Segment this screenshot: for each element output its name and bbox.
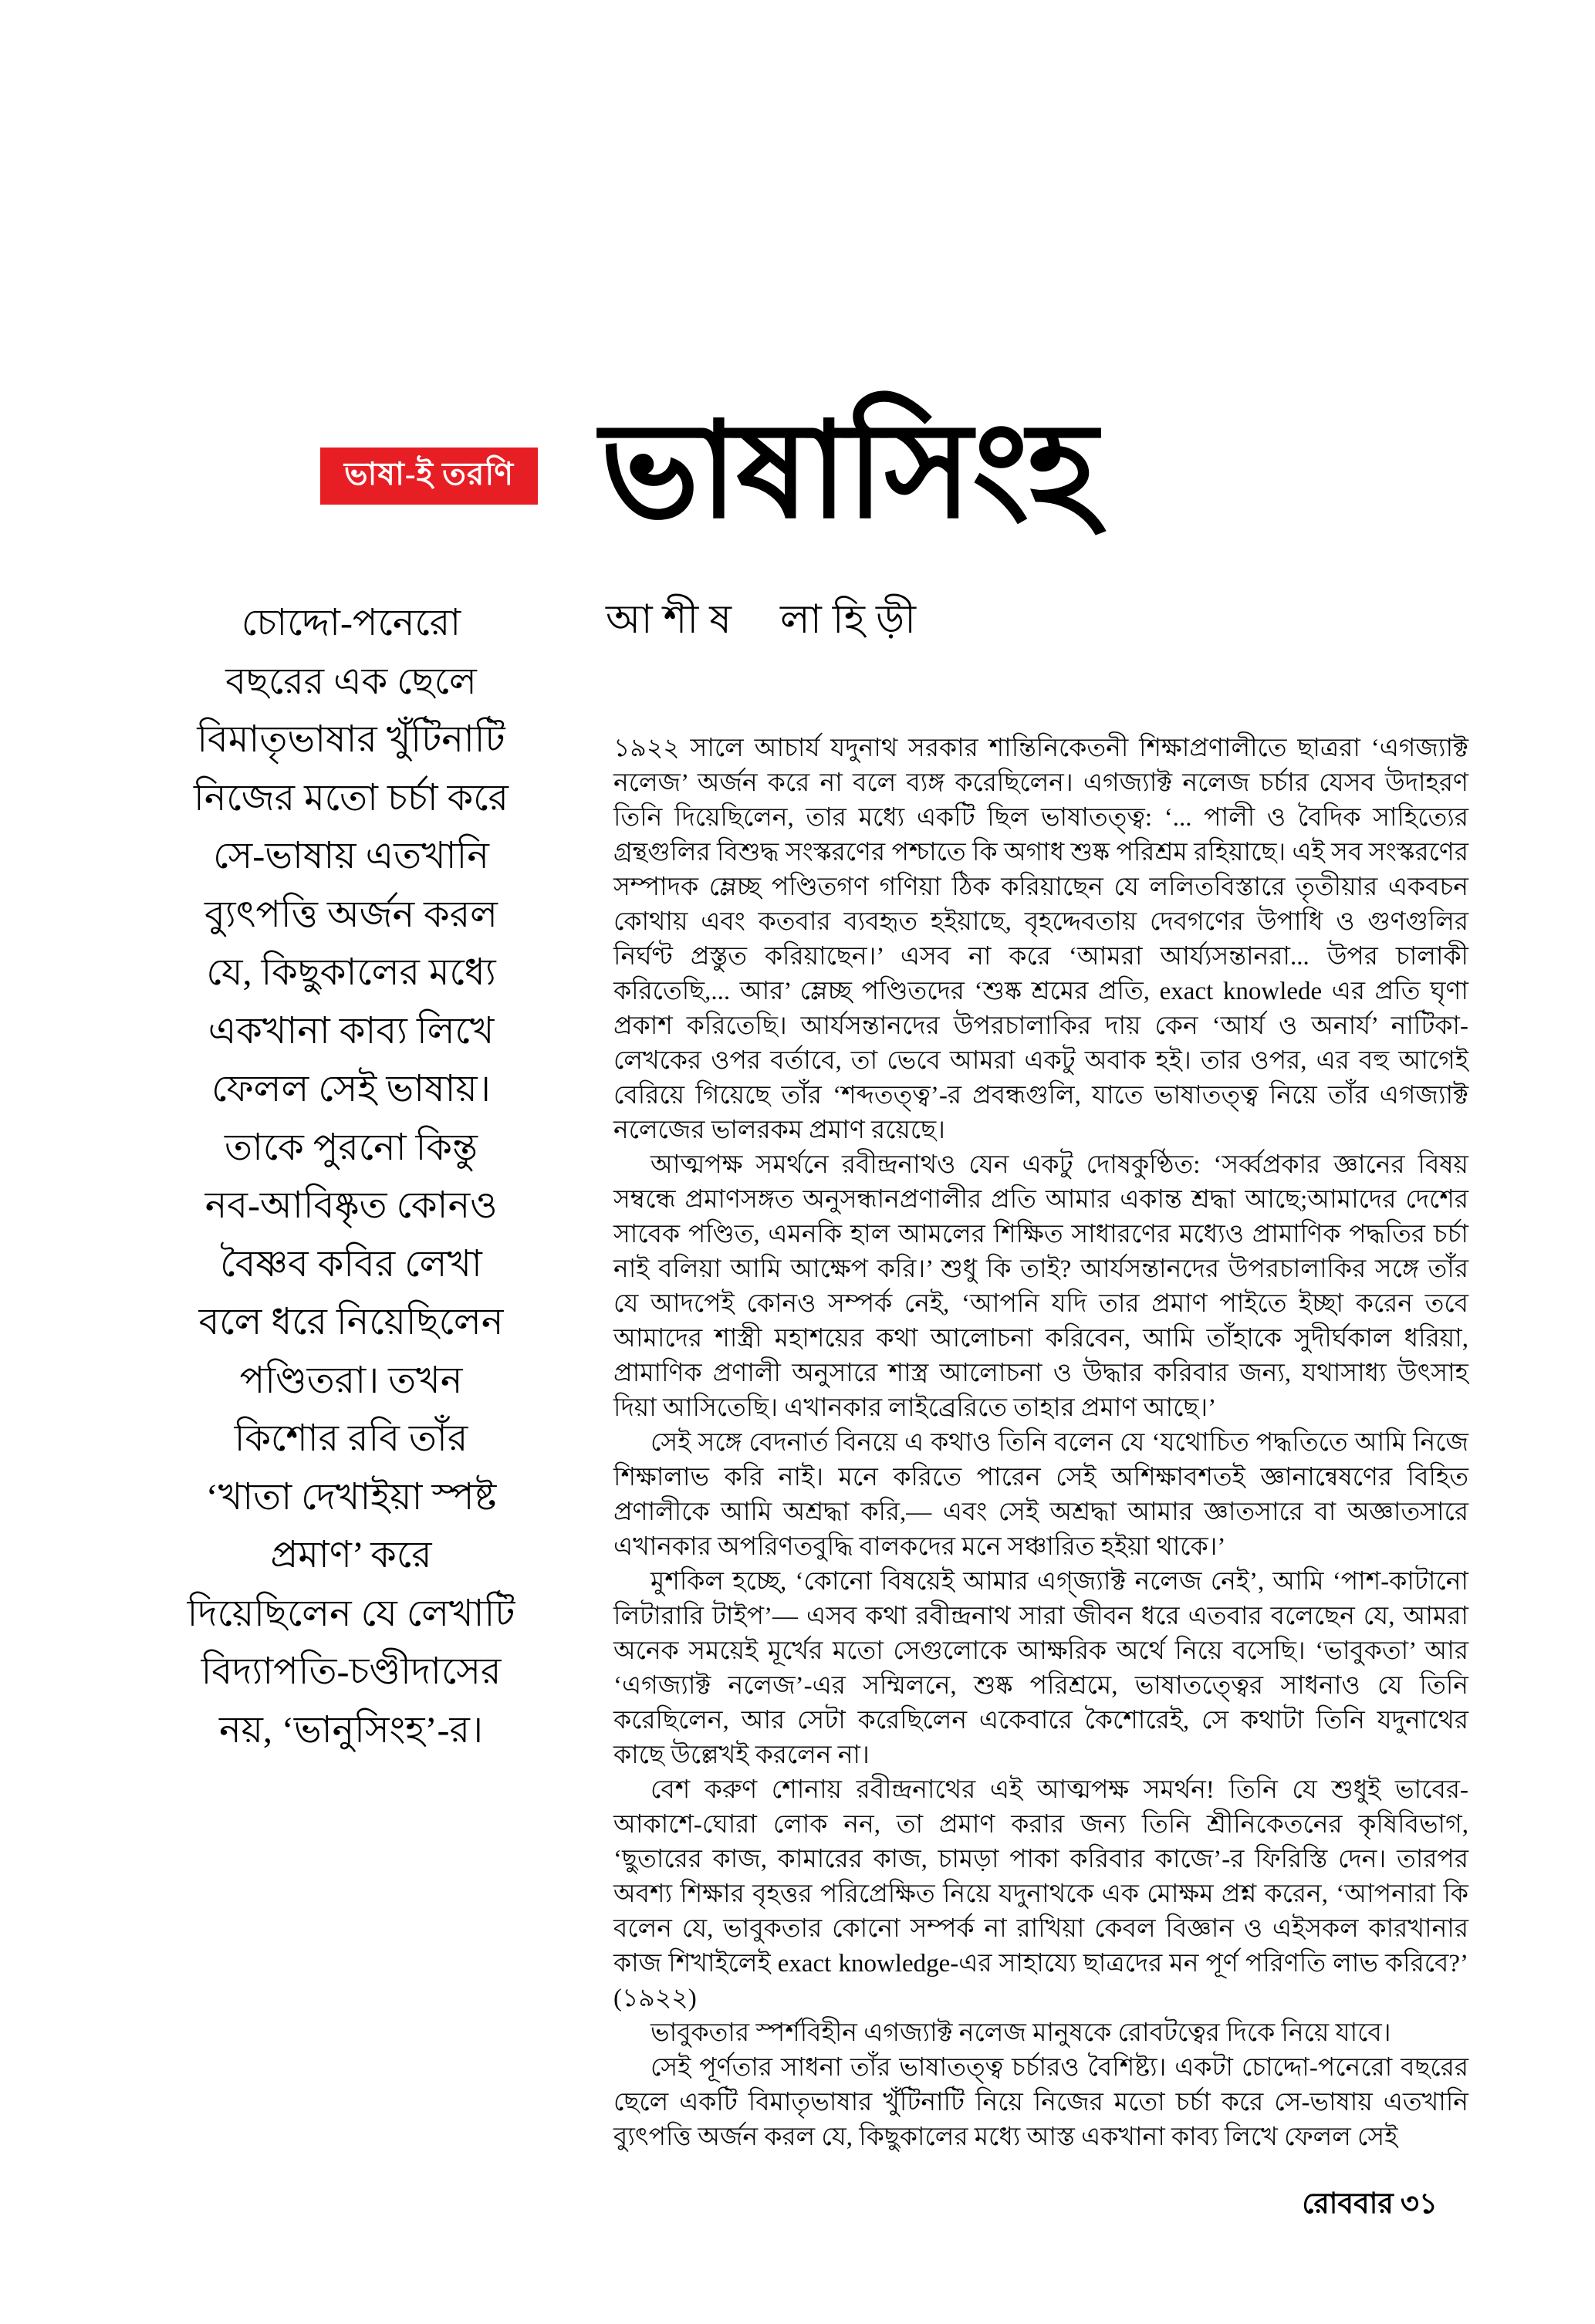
pull-quote-line: তাকে পুরনো কিন্তু <box>224 1127 478 1168</box>
body-paragraph: মুশকিল হচ্ছে, ‘কোনো বিষয়েই আমার এগ্জ্যাক্ট নলেজ নেই’, আমি ‘পাশ-কাটানো লিটারারি টাইপ’— এসব কথা রবীন্দ্রনাথ সারা জীবন ধরে এতবার বলেছেন যে, আমরা অনেক সময়েই মূর্খের মতো সেগুলোকে আক্ষরিক অর্থে নিয়ে বসেছি। ‘ভাবুকতা’ আর ‘এগজ্যাক্ট নলেজ’-এর সম্মিলনে, শুষ্ক পরিশ্রমে, ভাষাতত্ত্বের সাধনাও যে তিনি করেছিলেন, আর সেটা করেছিলেন একেবারে কৈশোরেই, সে কথাটা তিনি যদুনাথের কাছে উল্লেখই করলেন না। <box>613 1568 1468 1769</box>
pull-quote-line: সে-ভাষায় এতখানি <box>213 836 489 877</box>
body-paragraph: সেই সঙ্গে বেদনার্ত বিনয়ে এ কথাও তিনি বলেন যে ‘যথোচিত পদ্ধতিতে আমি নিজে শিক্ষালাভ করি নাই। মনে করিতে পারেন সেই অশিক্ষাবশতই জ্ঞানান্বেষণের বিহিত প্রণালীকে আমি অশ্রদ্ধা করি,— এবং সেই অশ্রদ্ধা আমার জ্ঞাতসারে বা অজ্ঞাতসারে এখানকার অপরিণতবুদ্ধি বালকদের মনে সঞ্চারিত হইয়া থাকে।’ <box>613 1429 1468 1561</box>
pull-quote-line: ফেলল সেই ভাষায়। <box>211 1069 491 1110</box>
body-paragraph: ভাবুকতার স্পর্শবিহীন এগজ্যাক্ট নলেজ মানুষকে রোবটত্বের দিকে নিয়ে যাবে। <box>651 2019 1391 2047</box>
pull-quote-line: বিমাতৃভাষার খুঁটিনাটি <box>197 719 505 760</box>
body-paragraph: ১৯২২ সালে আচার্য যদুনাথ সরকার শান্তিনিকেতনী শিক্ষাপ্রণালীতে ছাত্ররা ‘এগজ্যাক্ট নলেজ’ অর্জন করে না বলে ব্যঙ্গ করেছিলেন। এগজ্যাক্ট নলেজ চর্চার যেসব উদাহরণ তিনি দিয়েছিলেন, তার মধ্যে একটি ছিল ভাষাতত্ত্ব: ‘... পালী ও বৈদিক সাহিত্যের গ্রন্থগুলির বিশুদ্ধ সংস্করণের পশ্চাতে কি অগাধ শুষ্ক পরিশ্রম রহিয়াছে। এই সব সংস্করণের সম্পাদক ম্লেচ্ছ পণ্ডিতগণ গণিয়া ঠিক করিয়াছেন যে ললিতবিস্তারে তৃতীয়ার একবচন কোথায় এবং কতবার ব্যবহৃত হইয়াছে, বৃহদ্দেবতায় দেবগণের উপাধি ও গুণগুলির নির্ঘণ্ট প্রস্তুত করিয়াছেন।’ এসব না করে ‘আমরা আর্য্যসন্তানরা... উপর চালাকী করিতেছি,... আর’ ম্লেচ্ছ পণ্ডিতদের ‘শুষ্ক শ্রমের প্রতি, exact knowlede এর প্রতি ঘৃণা প্রকাশ করিতেছি। আর্যসন্তানদের উপরচালাকির দায় কেন ‘আর্য ও অনার্য’ নাটিকা-লেখকের ওপর বর্তাবে, তা ভেবে আমরা একটু অবাক হই। তার ওপর, এর বহু আগেই বেরিয়ে গিয়েছে তাঁর ‘শব্দতত্ত্ব’-র প্রবন্ধগুলি, যাতে ভাষাতত্ত্ব নিয়ে তাঁর এগজ্যাক্ট নলেজের ভালরকম প্রমাণ রয়েছে। <box>613 735 1468 1144</box>
pull-quote-column <box>135 594 567 1759</box>
section-kicker-badge: ভাষা-ই তরণি <box>320 448 538 505</box>
pull-quote-line: ‘খাতা দেখাইয়া স্পষ্ট <box>205 1476 497 1518</box>
pull-quote-line: নব-আবিষ্কৃত কোনও <box>204 1185 498 1226</box>
pull-quote-line: বলে ধরে নিয়েছিলেন <box>198 1302 504 1343</box>
pull-quote-line: কিশোর রবি তাঁর <box>234 1418 468 1459</box>
body-paragraph: আত্মপক্ষ সমর্থনে রবীন্দ্রনাথও যেন একটু দোষকুণ্ঠিত: ‘সর্ব্বপ্রকার জ্ঞানের বিষয় সম্বন্ধে প্রমাণসঙ্গত অনুসন্ধানপ্রণালীর প্রতি আমার একান্ত শ্রদ্ধা আছে;আমাদের দেশের সাবেক পণ্ডিত, এমনকি হাল আমলের শিক্ষিত সাধারণের মধ্যেও প্রামাণিক পদ্ধতির চর্চা নাই বলিয়া আমি আক্ষেপ করি।’ শুধু কি তাই? আর্যসন্তানদের উপরচালাকির সঙ্গে তাঁর যে আদপেই কোনও সম্পর্ক নেই, ‘আপনি যদি তার প্রমাণ পাইতে ইচ্ছা করেন তবে আমাদের শাস্ত্রী মহাশয়ের কথা আলোচনা করিবেন, আমি তাঁহাকে সুদীর্ঘকাল ধরিয়া, প্রামাণিক প্রণালী অনুসারে শাস্ত্র আলোচনা ও উদ্ধার করিবার জন্য, যথাসাধ্য উৎসাহ দিয়া আসিতেছি। এখানকার লাইব্রেরিতে তাহার প্রমাণ আছে।’ <box>613 1151 1468 1422</box>
body-paragraph: সেই পূর্ণতার সাধনা তাঁর ভাষাতত্ত্ব চর্চারও বৈশিষ্ট্য। একটা চোদ্দো-পনেরো বছরের ছেলে একটি বিমাতৃভাষার খুঁটিনাটি নিয়ে নিজের মতো চর্চা করে সে-ভাষায় এতখানি ব্যুৎপত্তি অর্জন করল যে, কিছুকালের মধ্যে আস্ত একখানা কাব্য লিখে ফেলল সেই <box>613 2054 1468 2151</box>
article-headline: ভাষাসিংহ <box>600 399 1096 546</box>
pull-quote-line: বছরের এক ছেলে <box>225 660 477 702</box>
article-body-column <box>613 731 1468 2155</box>
pull-quote-line: বিদ্যাপতি-চণ্ডীদাসের <box>201 1651 502 1692</box>
pull-quote-line: প্রমাণ’ করে <box>270 1535 432 1576</box>
body-paragraph: বেশ করুণ শোনায় রবীন্দ্রনাথের এই আত্মপক্ষ সমর্থন! তিনি যে শুধুই ভাবের-আকাশে-ঘোরা লোক নন, তা প্রমাণ করার জন্য তিনি শ্রীনিকেতনের কৃষিবিভাগ, ‘ছুতারের কাজ, কামারের কাজ, চামড়া পাকা করিবার কাজে’-র ফিরিস্তি দেন। তারপর অবশ্য শিক্ষার বৃহত্তর পরিপ্রেক্ষিত নিয়ে যদুনাথকে এক মোক্ষম প্রশ্ন করেন, ‘আপনারা কি বলেন যে, ভাবুকতার কোনো সম্পর্ক না রাখিয়া কেবল বিজ্ঞান ও এইসকল কারখানার কাজ শিখাইলেই exact knowledge-এর সাহায্যে ছাত্রদের মন পূর্ণ পরিণতি লাভ করিবে?’ (১৯২২) <box>613 1776 1468 2012</box>
author-byline: আশীষ লাহিড়ী <box>606 598 927 642</box>
pull-quote-line: নিজের মতো চর্চা করে <box>194 777 509 819</box>
pull-quote-line: যে, কিছুকালের মধ্যে <box>206 952 496 993</box>
pull-quote-line: পণ্ডিতরা। তখন <box>239 1360 463 1401</box>
page-footer-folio: রোববার ৩১ <box>1302 2188 1438 2220</box>
pull-quote-line: চোদ্দো-পনেরো <box>241 603 461 643</box>
pull-quote-line: নয়, ‘ভানুসিংহ’-র। <box>218 1709 484 1751</box>
pull-quote-line: একখানা কাব্য লিখে <box>208 1010 495 1052</box>
pull-quote-line: ব্যুৎপত্তি অর্জন করল <box>204 893 498 935</box>
pull-quote-line: বৈষ্ণব কবির লেখা <box>220 1243 482 1285</box>
pull-quote-line: দিয়েছিলেন যে লেখাটি <box>187 1593 515 1634</box>
